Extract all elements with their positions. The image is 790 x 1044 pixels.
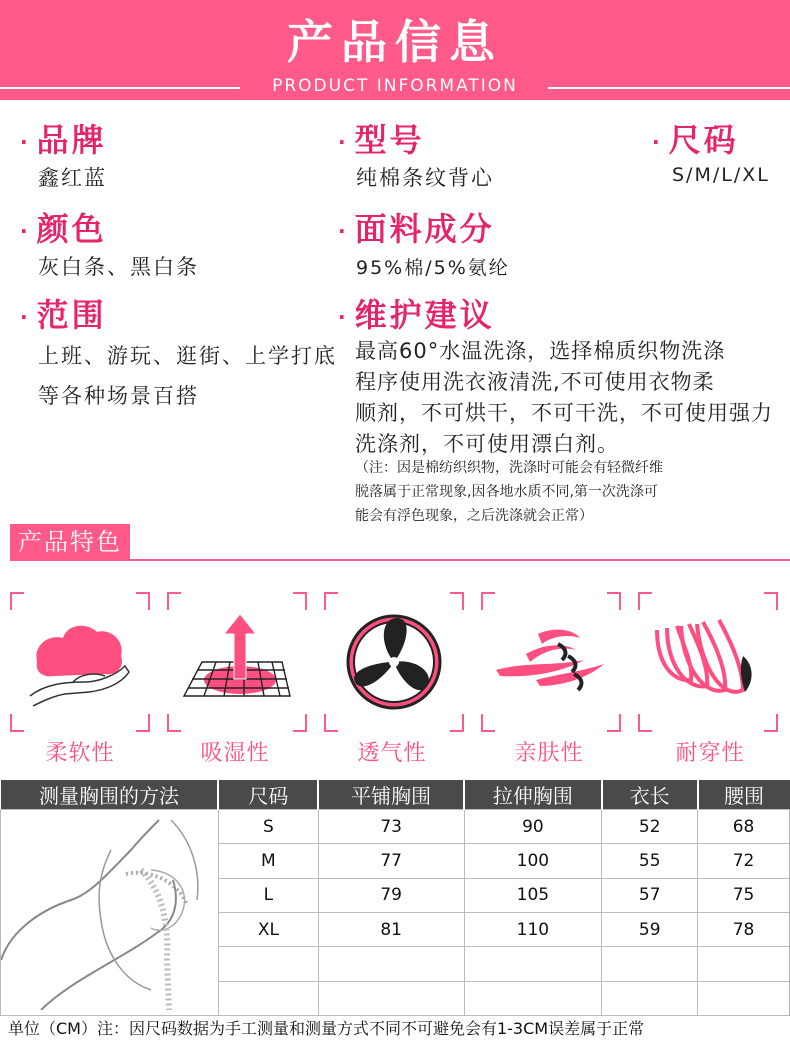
care-note (355, 456, 785, 528)
table-header: 尺码 (218, 780, 318, 810)
table-cell: 57 (602, 878, 698, 912)
table-header-row (1, 780, 790, 810)
care-line: 顺剂，不可烘干，不可干洗，不可使用强力 (355, 401, 773, 425)
features-title: 产品特色 (10, 524, 130, 560)
table-cell: 52 (602, 810, 698, 844)
table-cell: XL (218, 912, 318, 946)
color-value: 灰白条、黑白条 (38, 255, 199, 279)
fabric-value: 95%棉/5%氨纶 (356, 257, 510, 279)
care-text (355, 336, 785, 460)
feature-absorb (167, 592, 307, 732)
table-row (1, 810, 790, 844)
feature-skin-friendly-label: 亲肤性 (514, 741, 584, 766)
page-subtitle: PRODUCT INFORMATION (272, 76, 518, 96)
size-table (0, 780, 790, 1016)
table-cell: 55 (602, 844, 698, 878)
feature-durable-label: 耐穿性 (675, 741, 745, 766)
care-heading: · 维护建议 (338, 296, 495, 334)
model-heading: · 型号 (338, 121, 425, 159)
care-line: 洗涤剂，不可使用漂白剂。 (355, 432, 619, 456)
durable-bands-icon (653, 604, 763, 714)
size-heading: · 尺码 (652, 121, 739, 159)
table-cell: 68 (698, 810, 790, 844)
care-note-line: （注：因是棉纺织织物，洗涤时可能会有轻微纤维 (355, 460, 663, 476)
table-header: 测量胸围的方法 (1, 780, 219, 810)
table-cell: 110 (464, 912, 602, 946)
table-cell: 90 (464, 810, 602, 844)
care-note-line: 能会有浮色现象，之后洗涤就会正常） (355, 508, 593, 524)
table-cell: 78 (698, 912, 790, 946)
table-header: 腰围 (698, 780, 790, 810)
feature-soft-label: 柔软性 (45, 741, 115, 766)
table-header: 衣长 (602, 780, 698, 810)
table-cell: 73 (318, 810, 464, 844)
skin-waves-icon (496, 604, 606, 714)
fan-icon (339, 604, 449, 714)
table-cell: M (218, 844, 318, 878)
scope-line-1: 上班、游玩、逛街、上学打底 (38, 344, 337, 368)
table-cell: S (218, 810, 318, 844)
soft-cloud-hand-icon (25, 604, 135, 714)
table-cell: 79 (318, 878, 464, 912)
table-cell: 81 (318, 912, 464, 946)
fabric-heading: · 面料成分 (338, 210, 495, 248)
measure-figure-cell (1, 810, 219, 1016)
table-cell: 77 (318, 844, 464, 878)
table-header: 拉伸胸围 (464, 780, 602, 810)
table-header: 平铺胸围 (318, 780, 464, 810)
care-note-line: 脱落属于正常现象,因各地水质不同,第一次洗涤可 (355, 484, 658, 500)
feature-breathable-label: 透气性 (357, 741, 427, 766)
page-title: 产品信息 (287, 15, 503, 69)
body-measure-figure-icon (1, 810, 217, 1010)
scope-line-2: 等各种场景百搭 (38, 384, 199, 408)
care-line: 程序使用洗衣液清洗,不可使用衣物柔 (355, 370, 715, 394)
brand-heading: · 品牌 (20, 121, 107, 159)
feature-soft (10, 592, 150, 732)
table-cell: L (218, 878, 318, 912)
features-divider (10, 559, 790, 561)
absorb-grid-arrow-icon (182, 604, 292, 714)
table-cell: 75 (698, 878, 790, 912)
table-cell: 72 (698, 844, 790, 878)
table-cell: 59 (602, 912, 698, 946)
feature-skin-friendly (481, 592, 621, 732)
header-banner (0, 0, 790, 100)
care-line: 最高60°水温洗涤，选择棉质织物洗涤 (355, 339, 726, 363)
table-cell: 105 (464, 878, 602, 912)
model-value: 纯棉条纹背心 (356, 166, 494, 190)
footnote: 单位（CM）注：因尺码数据为手工测量和测量方式不同不可避免会有1-3CM误差属于正常 (8, 1019, 645, 1038)
feature-absorb-label: 吸湿性 (200, 741, 270, 766)
feature-breathable (324, 592, 464, 732)
size-value: S/M/L/XL (672, 164, 770, 186)
feature-durable (638, 592, 778, 732)
brand-value: 鑫红蓝 (38, 166, 107, 190)
color-heading: · 颜色 (20, 210, 107, 248)
table-cell: 100 (464, 844, 602, 878)
scope-heading: · 范围 (20, 296, 107, 334)
